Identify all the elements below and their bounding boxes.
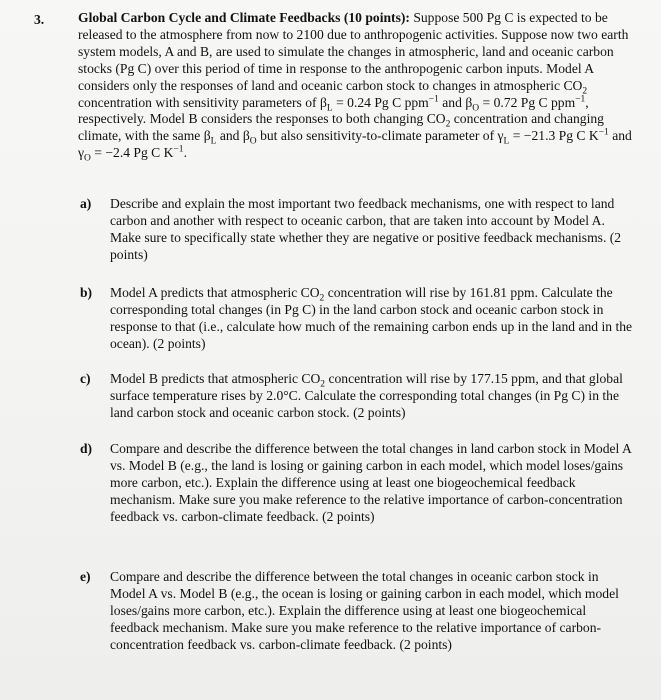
part-a (80, 195, 635, 263)
sub-o: O (84, 153, 91, 164)
gamma-symbol: γ (78, 145, 85, 161)
part-text-2: concentration will rise by 177.15 ppm, and that global surface temperature rises by 2.0°C. Calculate the corresponding total changes (in Pg C) in the land carbon stock and oceanic carbon stock. (2 points) (110, 371, 623, 421)
part-letter: c) (80, 371, 91, 386)
sub-l: L (326, 103, 333, 114)
sub-2: 2 (320, 379, 326, 390)
part-text: Describe and explain the most important two feedback mechanisms, one with respect to land carbon and another with respect to oceanic carbon, that are taken into account by Model A. Make sure to specifically state whether they are negative or positive feedback mechanisms. (2 points) (110, 196, 622, 263)
sub-2: 2 (582, 86, 588, 97)
sub-l: L (210, 137, 217, 148)
sub-o: O (472, 103, 480, 114)
part-text (110, 370, 635, 421)
part-c (80, 370, 635, 421)
part-text: Compare and describe the difference between the total changes in land carbon stock in Model A vs. Model B (e.g., the land is losing or gaining carbon in each model, which model loses/gains more carbon, etc.). Explain the difference using at least one biogeochemical feedback mechanism. Make sure you make reference to the relative importance of carbon-concentration feedback vs. carbon-climate feedback. (2 points) (110, 441, 632, 525)
part-text-1: Model A predicts that atmospheric CO (110, 285, 320, 300)
question-number: 3. (34, 12, 45, 27)
beta-symbol: β (242, 128, 250, 144)
intro-text-7: concentration and changing climate, with the same (78, 111, 604, 144)
question-intro (78, 10, 638, 162)
intro-text-2: concentration with sensitivity parameters of (78, 94, 320, 110)
intro-text-9: but also sensitivity-to-climate parameter of (256, 128, 498, 144)
sup-neg1: −1 (428, 94, 439, 104)
part-text-2: concentration will rise by 161.81 ppm. Calculate the corresponding total changes (in Pg C) in the land carbon stock and oceanic carbon stock in response to that (i.e., calculate how much of the remaining carbon ends up in the land and in the ocean). (2 points) (110, 285, 633, 352)
part-text-1: Model B predicts that atmospheric CO (110, 371, 321, 386)
intro-text-4: and (438, 94, 466, 110)
intro-text-11: and (608, 128, 632, 144)
intro-text-12: = −2.4 Pg C K (90, 145, 174, 161)
gamma-symbol: γ (497, 128, 504, 144)
sup-neg1: −1 (173, 144, 184, 155)
intro-text-6: , respectively. Model B considers the responses to both changing CO (78, 94, 589, 127)
beta-symbol: β (319, 94, 327, 110)
part-letter: b) (80, 285, 93, 300)
part-letter: e) (80, 569, 91, 584)
sup-neg1: −1 (575, 94, 586, 104)
sub-o: O (249, 137, 257, 148)
sub-2: 2 (445, 120, 451, 131)
part-text (110, 284, 635, 352)
intro-text-13: . (183, 145, 187, 161)
intro-text-3: = 0.24 Pg C ppm (332, 94, 429, 110)
intro-text-1: Suppose 500 Pg C is expected to be released to the atmosphere from now to 2100 due to anthropogenic activities. Suppose now two earth system models, A and B, are used to simulate the changes in atmospheric, land and oceanic carbon stocks (Pg C) over this period of time in response to the anthropogenic carbon inputs. Model A considers only the responses of land and oceanic carbon stock to changes in atmospheric CO (78, 10, 629, 93)
sub-2: 2 (319, 293, 325, 304)
part-b (80, 284, 635, 352)
sup-neg1: −1 (598, 127, 609, 138)
part-letter: a) (80, 196, 92, 211)
intro-text-5: = 0.72 Pg C ppm (479, 94, 576, 110)
part-d (80, 440, 635, 525)
sub-l: L (503, 137, 510, 148)
beta-symbol: β (203, 128, 211, 144)
question-title: Global Carbon Cycle and Climate Feedbacks (10 points): (78, 10, 410, 25)
part-e (80, 568, 635, 653)
beta-symbol: β (465, 94, 473, 110)
intro-text-8: and (216, 128, 243, 144)
part-letter: d) (80, 441, 93, 456)
intro-text-10: = −21.3 Pg C K (509, 128, 599, 144)
part-text: Compare and describe the difference between the total changes in oceanic carbon stock in Model A vs. Model B (e.g., the ocean is losing or gaining carbon in each model, which model loses/gains more carbon, etc.). Explain the difference using at least one biogeochemical feedback mechanism. Make sure you make reference to the relative importance of carbon-concentration feedback vs. carbon-climate feedback. (2 points) (110, 569, 619, 653)
